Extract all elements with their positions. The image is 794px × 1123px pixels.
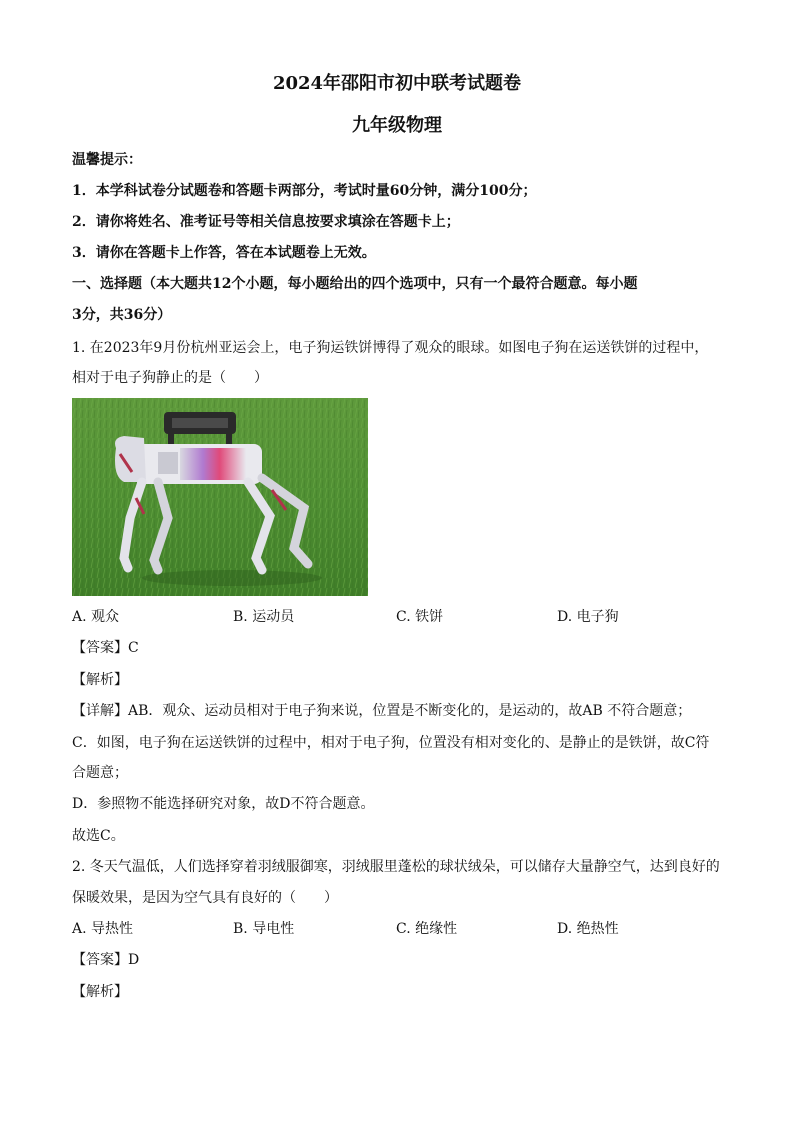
q2-stem-cont: 保暖效果，是因为空气具有良好的（ ） <box>72 890 338 906</box>
tip-item: 1．本学科试卷分试题卷和答题卡两部分，考试时量60分钟，满分100分； <box>72 183 537 199</box>
tip-item: 2．请你将姓名、准考证号等相关信息按要求填涂在答题卡上； <box>72 214 460 230</box>
q1-option-a: A. 观众 <box>72 609 120 625</box>
q1-option-b: B. 运动员 <box>233 609 295 625</box>
q1-answer: 【答案】C <box>72 640 139 656</box>
q2-option-d: D. 绝热性 <box>557 921 619 937</box>
exam-subtitle: 九年级物理 <box>352 115 442 136</box>
tips-heading: 温馨提示： <box>72 152 142 168</box>
q1-option-c: C. 铁饼 <box>396 609 444 625</box>
q1-analysis-label: 【解析】 <box>72 672 128 688</box>
q1-detail: 合题意； <box>72 765 128 781</box>
section-heading-cont: 3分，共36分） <box>72 307 172 323</box>
q1-detail: 【详解】AB．观众、运动员相对于电子狗来说，位置是不断变化的，是运动的，故AB 不符合题意； <box>72 703 692 719</box>
q2-option-b: B. 导电性 <box>233 921 295 937</box>
q1-stem-cont: 相对于电子狗静止的是（ ） <box>72 370 268 386</box>
q2-option-c: C. 绝缘性 <box>396 921 458 937</box>
q2-option-a: A. 导热性 <box>72 921 134 937</box>
q2-analysis-label: 【解析】 <box>72 984 128 1000</box>
q1-conclusion: 故选C。 <box>72 828 125 844</box>
q2-stem: 2. 冬天气温低，人们选择穿着羽绒服御寒，羽绒服里蓬松的球状绒朵，可以储存大量静空气，达到良好的 <box>72 859 720 875</box>
q1-detail: C．如图，电子狗在运送铁饼的过程中，相对于电子狗，位置没有相对变化的、是静止的是铁饼，故C符 <box>72 735 710 751</box>
section-heading: 一、选择题（本大题共12个小题，每小题给出的四个选项中，只有一个最符合题意。每小题 <box>72 276 638 292</box>
q1-option-d: D. 电子狗 <box>557 609 619 625</box>
tip-item: 3．请你在答题卡上作答，答在本试题卷上无效。 <box>72 245 376 261</box>
exam-title: 2024年邵阳市初中联考试题卷 <box>272 73 522 94</box>
q2-answer: 【答案】D <box>72 952 140 968</box>
q1-stem: 1. 在2023年9月份杭州亚运会上，电子狗运铁饼博得了观众的眼球。如图电子狗在运送铁饼的过程中， <box>72 340 709 356</box>
robot-dog-photo <box>72 398 368 596</box>
q1-detail: D．参照物不能选择研究对象，故D不符合题意。 <box>72 796 375 812</box>
